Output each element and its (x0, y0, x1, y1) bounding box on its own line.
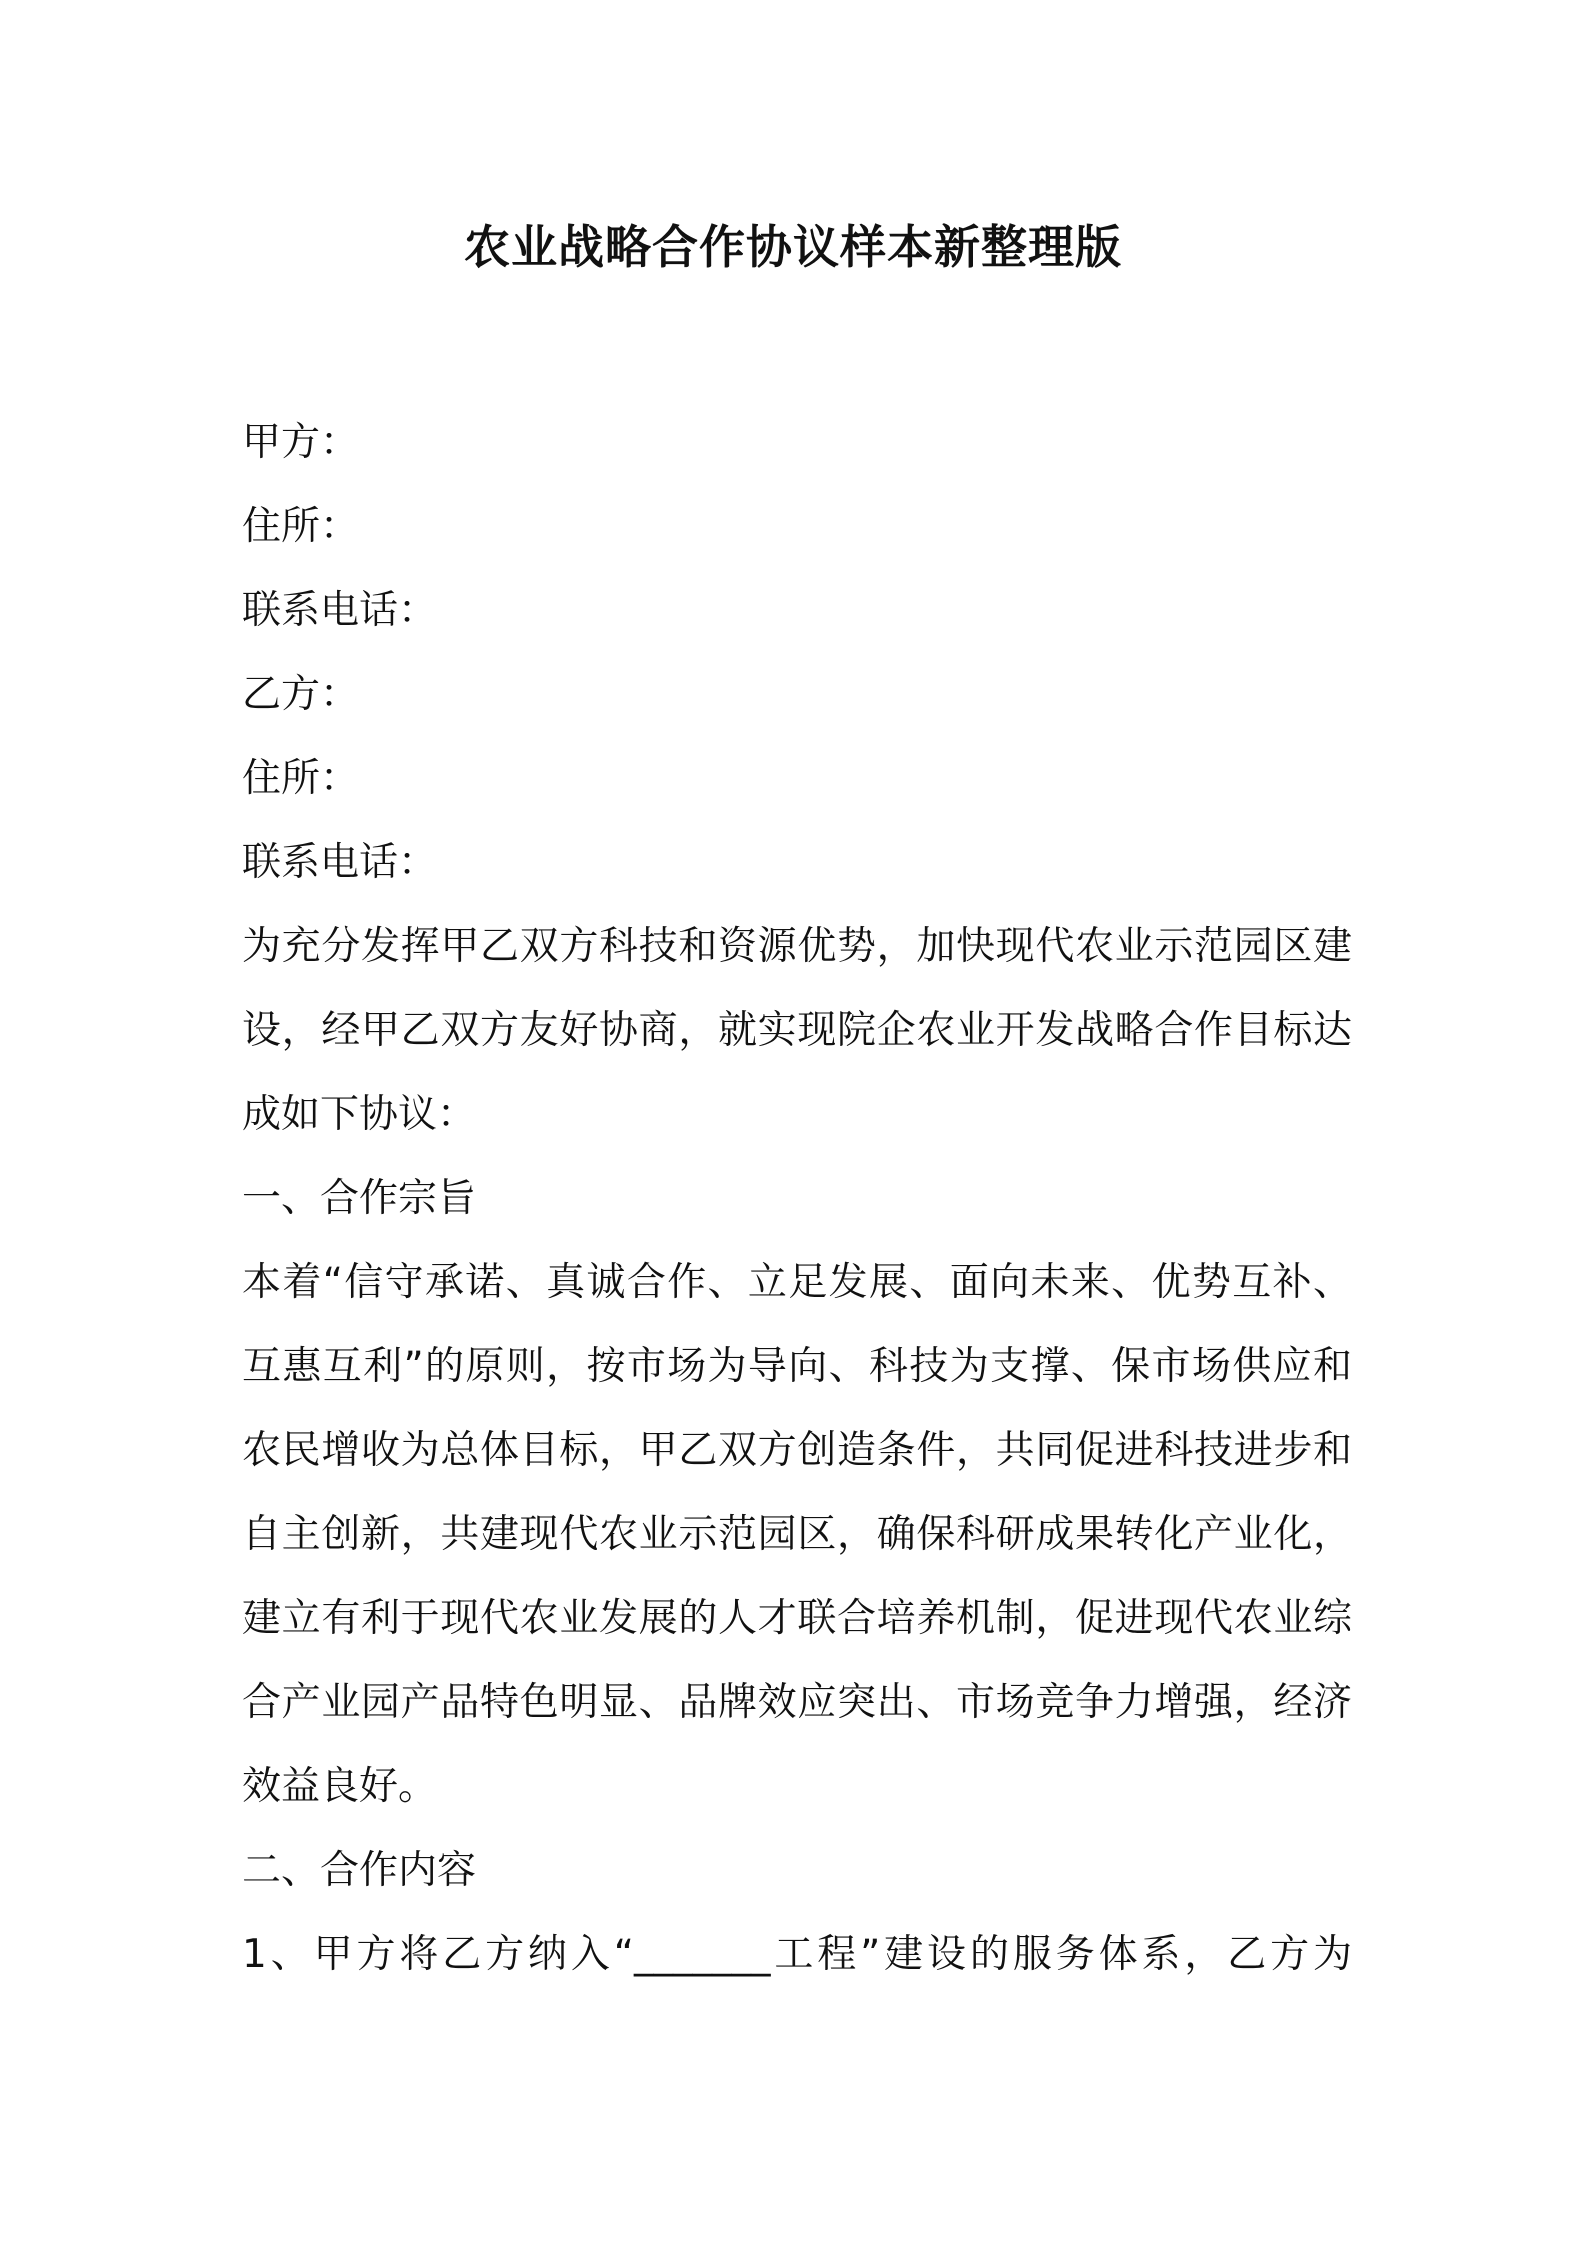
section-1-line: 本着“信守承诺、真诚合作、立足发展、面向未来、优势互补、 (242, 1260, 1352, 1305)
party-b-address-label: 住所： (242, 756, 360, 801)
preamble-line: 成如下协议： (242, 1092, 477, 1137)
preamble-line: 设，经甲乙双方友好协商，就实现院企农业开发战略合作目标达 (242, 1008, 1352, 1053)
section-1-heading: 一、合作宗旨 (242, 1176, 477, 1221)
section-2-heading: 二、合作内容 (242, 1848, 477, 1893)
party-a-phone-label: 联系电话： (242, 588, 438, 633)
party-a-name-label: 甲方： (242, 420, 360, 465)
document-title: 农业战略合作协议样本新整理版 (464, 220, 1122, 274)
section-1-line: 建立有利于现代农业发展的人才联合培养机制，促进现代农业综 (242, 1596, 1352, 1641)
party-a-address-label: 住所： (242, 504, 360, 549)
party-b-phone-label: 联系电话： (242, 840, 438, 885)
section-1-line: 农民增收为总体目标，甲乙双方创造条件，共同促进科技进步和 (242, 1428, 1352, 1473)
section-2-line: 1、甲方将乙方纳入“_______工程”建设的服务体系，乙方为 (242, 1932, 1352, 1977)
preamble-line: 为充分发挥甲乙双方科技和资源优势，加快现代农业示范园区建 (242, 924, 1352, 969)
section-1-line: 自主创新，共建现代农业示范园区，确保科研成果转化产业化， (242, 1512, 1352, 1557)
document-body (242, 401, 1352, 1997)
section-1-line: 合产业园产品特色明显、品牌效应突出、市场竞争力增强，经济 (242, 1680, 1352, 1725)
party-b-name-label: 乙方： (242, 672, 360, 717)
section-1-line: 效益良好。 (242, 1764, 438, 1809)
section-1-line: 互惠互利”的原则，按市场为导向、科技为支撑、保市场供应和 (242, 1344, 1352, 1389)
